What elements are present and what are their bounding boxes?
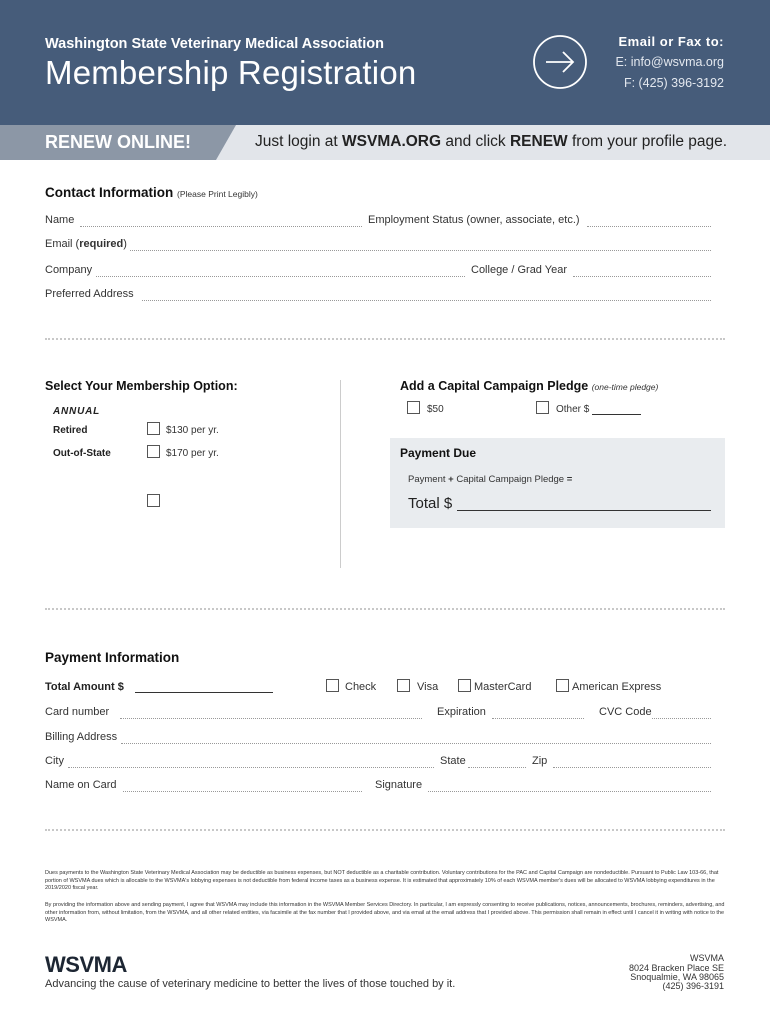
visa-label: Visa — [417, 681, 439, 693]
retired-price: $130 per yr. — [166, 425, 219, 436]
expiration-label: Expiration — [437, 706, 486, 718]
contact-fax: F: (425) 396-3192 — [623, 76, 724, 90]
pledge-other-checkbox[interactable] — [536, 401, 549, 414]
college-label: College / Grad Year — [471, 264, 568, 276]
payment-info-heading: Payment Information — [45, 650, 180, 665]
card-number-field[interactable] — [120, 718, 422, 719]
footer-phone: (425) 396-3191 — [662, 981, 724, 991]
page-title: Membership Registration — [45, 54, 417, 91]
outofstate-price: $170 per yr. — [166, 448, 219, 459]
membership-heading: Select Your Membership Option: — [45, 379, 238, 393]
signature-field[interactable] — [428, 791, 711, 792]
check-label: Check — [345, 681, 377, 693]
tax-disclaimer: Dues payments to the Washington State Veterinary Medical Association may be deductible as business expenses, but NOT deductible as a charitable contribution. Voluntary contributions for the PAC and Capital Campaign are nondeductible. Pursuant to Public Law 103-66, that portion of WSVMA dues which is allocable to the WSVMA's lobbying expenses is not deductible from federal income taxes as a business expense. It is estimated that approximately 10% of each WSVMA member's dues will be allocated to WSVMA lobbying expenditures in the 2019/2020 fiscal year. — [45, 870, 719, 892]
company-field[interactable] — [96, 276, 465, 277]
billing-field[interactable] — [121, 743, 711, 744]
renew-instructions: Just login at WSVMA.ORG and click RENEW from your profile page. — [255, 133, 728, 150]
email-field[interactable] — [130, 250, 711, 251]
contact-heading: Contact Information (Please Print Legibly) — [45, 185, 258, 200]
state-field[interactable] — [468, 767, 526, 768]
name-on-card-label: Name on Card — [45, 779, 117, 791]
company-label: Company — [45, 264, 93, 276]
total-label: Total $ — [408, 495, 453, 512]
pledge-50-checkbox[interactable] — [407, 401, 420, 414]
payment-due-heading: Payment Due — [400, 446, 477, 460]
email-label: Email (required) — [45, 238, 127, 250]
zip-field[interactable] — [553, 767, 711, 768]
state-label: State — [440, 755, 466, 767]
renew-site-link[interactable]: WSVMA.ORG — [342, 133, 442, 150]
wsvma-logo: WSVMA — [45, 952, 127, 977]
amex-checkbox[interactable] — [556, 679, 569, 692]
retired-label: Retired — [53, 425, 88, 436]
total-field[interactable] — [457, 510, 711, 511]
card-number-label: Card number — [45, 706, 110, 718]
mastercard-checkbox[interactable] — [458, 679, 471, 692]
signature-label: Signature — [375, 779, 423, 791]
name-on-card-field[interactable] — [123, 791, 362, 792]
annual-label: ANNUAL — [53, 406, 101, 417]
expiration-field[interactable] — [492, 718, 584, 719]
address-field[interactable] — [142, 300, 711, 301]
check-checkbox[interactable] — [326, 679, 339, 692]
college-field[interactable] — [573, 276, 711, 277]
city-field[interactable] — [68, 767, 434, 768]
name-label: Name — [45, 214, 75, 226]
city-label: City — [45, 755, 64, 767]
employment-field[interactable] — [587, 226, 711, 227]
payment-formula: Payment + Capital Campaign Pledge = — [408, 474, 573, 485]
footer-address-street: 8024 Bracken Place SE — [628, 963, 724, 973]
divider — [45, 829, 725, 831]
billing-label: Billing Address — [45, 731, 118, 743]
renew-online-label: RENEW ONLINE! — [45, 132, 191, 152]
email-fax-label: Email or Fax to: — [618, 34, 724, 49]
tagline: Advancing the cause of veterinary medicine to better the lives of those touched by it. — [45, 978, 456, 990]
column-divider — [340, 380, 341, 568]
consent-disclaimer: By providing the information above and sending payment, I agree that WSVMA may include this information in the WSVMA Member Services Directory. In particular, I am expressly consenting to receive publications, notices, announcements, brochures, reminders, advertising, and other information from, without limitation, from the WSVMA, and all other related entities, via facsimile at the fax number that I provided above, and via email at the email address that I provided above. This permission shall remain in effect until I cancel it in writing with notice to the WSVMA. — [45, 902, 725, 924]
org-name: Washington State Veterinary Medical Association — [45, 36, 384, 52]
name-field[interactable] — [80, 226, 362, 227]
footer-address-org: WSVMA — [689, 953, 724, 963]
cvc-field[interactable] — [652, 718, 711, 719]
cvc-label: CVC Code — [599, 706, 652, 718]
footer-address-city: Snoqualmie, WA 98065 — [630, 972, 724, 982]
mastercard-label: MasterCard — [474, 681, 532, 693]
total-amount-label: Total Amount $ — [45, 681, 124, 693]
arrow-right-icon — [532, 34, 588, 90]
visa-checkbox[interactable] — [397, 679, 410, 692]
pledge-50-label: $50 — [427, 404, 444, 415]
employment-label: Employment Status (owner, associate, etc.) — [368, 214, 580, 226]
pledge-other-field[interactable] — [592, 414, 641, 415]
divider — [45, 338, 725, 340]
address-label: Preferred Address — [45, 288, 134, 300]
outofstate-checkbox[interactable] — [147, 445, 160, 458]
outofstate-label: Out-of-State — [53, 448, 111, 459]
divider — [45, 608, 725, 610]
pledge-heading: Add a Capital Campaign Pledge (one-time pledge) — [400, 379, 659, 393]
total-amount-field[interactable] — [135, 692, 273, 693]
amex-label: American Express — [572, 681, 662, 693]
extra-option-checkbox[interactable] — [147, 494, 160, 507]
contact-email[interactable]: E: info@wsvma.org — [615, 55, 724, 69]
retired-checkbox[interactable] — [147, 422, 160, 435]
zip-label: Zip — [532, 755, 548, 767]
pledge-other-label: Other $ — [556, 404, 590, 415]
